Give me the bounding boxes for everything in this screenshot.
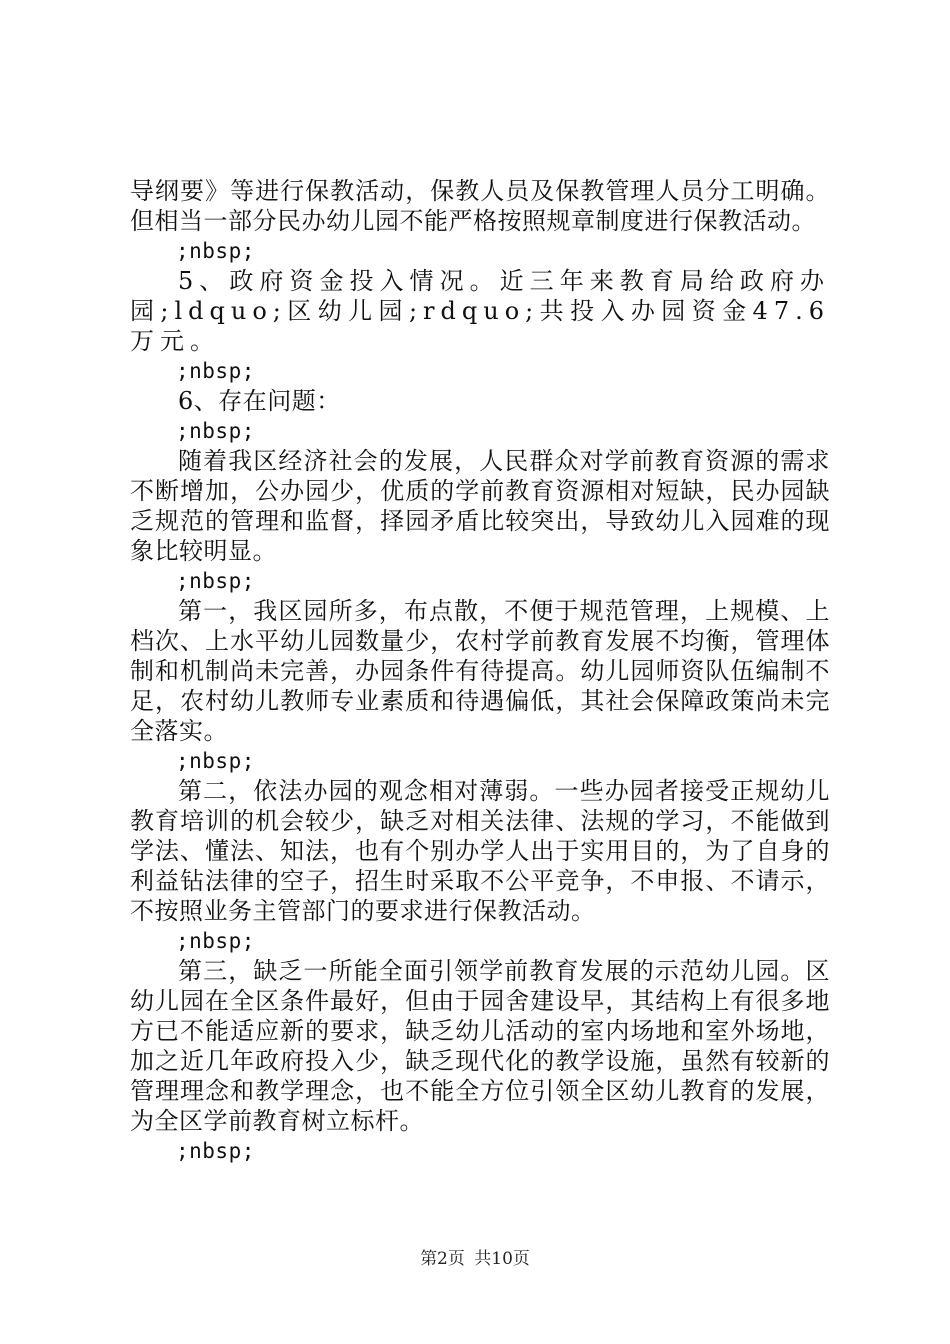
nbsp-line: ;nbsp; <box>176 239 255 263</box>
page-number-total: 共10页 <box>474 1249 530 1269</box>
page-footer <box>0 1244 950 1269</box>
paragraph-third: 第三，缺乏一所能全面引领学前教育发展的示范幼儿园。区幼儿园在全区条件最好，但由于园舍建设早，其结构上有很多地方已不能适应新的要求，缺乏幼儿活动的室内场地和室外场地，加之近几年政府投入少，缺乏现代化的教学设施，虽然有较新的管理理念和教学理念，也不能全方位引领全区幼儿教育的发展，为全区学前教育树立标杆。 <box>130 957 830 1135</box>
nbsp-line: ;nbsp; <box>176 749 255 773</box>
page-number-current: 第2页 <box>420 1249 465 1269</box>
paragraph-second: 第二，依法办园的观念相对薄弱。一些办园者接受正规幼儿教育培训的机会较少，缺乏对相关法律、法规的学习，不能做到学法、懂法、知法，也有个别办学人出于实用目的，为了自身的利益钻法律的空子，招生时采取不公平竞争，不申报、不请示，不按照业务主管部门的要求进行保教活动。 <box>130 777 830 925</box>
nbsp-line: ;nbsp; <box>176 929 255 953</box>
heading-issues: 6、存在问题： <box>178 387 341 415</box>
paragraph-continuation: 导纲要》等进行保教活动，保教人员及保教管理人员分工明确。但相当一部分民办幼儿园不能严格按照规章制度进行保教活动。 <box>130 177 830 235</box>
document-body <box>130 176 830 1166</box>
paragraph-first: 第一，我区园所多，布点散，不便于规范管理，上规模、上档次、上水平幼儿园数量少，农村学前教育发展不均衡，管理体制和机制尚未完善，办园条件有待提高。幼儿园师资队伍编制不足，农村幼儿教师专业素质和待遇偏低，其社会保障政策尚未完全落实。 <box>130 597 830 745</box>
nbsp-line: ;nbsp; <box>176 569 255 593</box>
nbsp-line: ;nbsp; <box>176 1139 255 1163</box>
nbsp-line: ;nbsp; <box>176 419 255 443</box>
nbsp-line: ;nbsp; <box>176 359 255 383</box>
paragraph-funding: 5、政府资金投入情况。近三年来教育局给政府办园;ldquo;区幼儿园;rdquo;共投入办园资金47.6万元。 <box>130 267 830 355</box>
paragraph-demand: 随着我区经济社会的发展，人民群众对学前教育资源的需求不断增加，公办园少，优质的学前教育资源相对短缺，民办园缺乏规范的管理和监督，择园矛盾比较突出，导致幼儿入园难的现象比较明显。 <box>130 447 830 565</box>
